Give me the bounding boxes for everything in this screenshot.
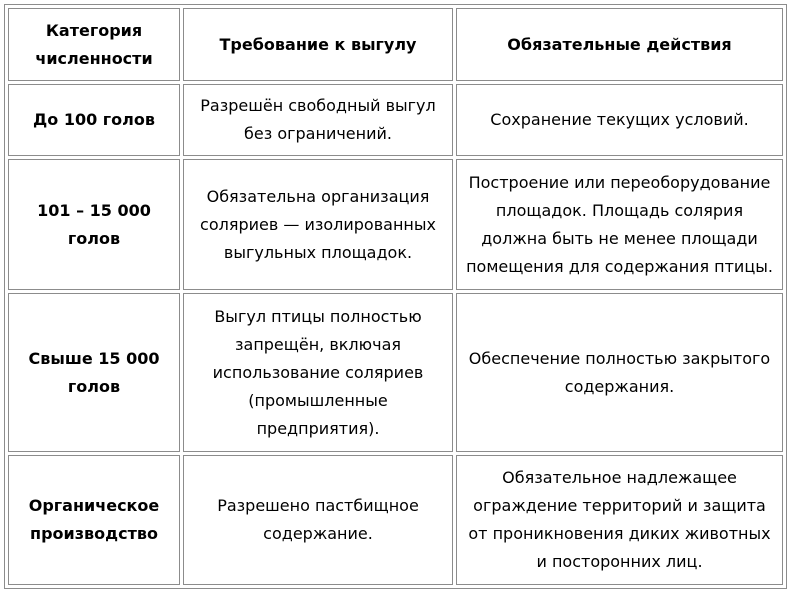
cell-actions: Сохранение текущих условий. [456,84,783,156]
cell-actions: Построение или переоборудование площадок. Площадь солярия должна быть не менее площади помещения для содержания птицы. [456,159,783,290]
header-requirement: Требование к выгулу [183,8,453,81]
cell-requirement: Обязательна организация соляриев — изолированных выгульных площадок. [183,159,453,290]
cell-category: Свыше 15 000 голов [8,293,180,452]
cell-category: До 100 голов [8,84,180,156]
table-row [8,84,783,156]
cell-requirement: Выгул птицы полностью запрещён, включая использование соляриев (промышленные предприятия). [183,293,453,452]
header-category: Категория численности [8,8,180,81]
cell-actions: Обязательное надлежащее ограждение территорий и защита от проникновения диких животных и посторонних лиц. [456,455,783,585]
header-row [8,8,783,81]
poultry-walking-requirements-table [4,4,787,589]
cell-category: Органическое производство [8,455,180,585]
cell-actions: Обеспечение полностью закрытого содержания. [456,293,783,452]
header-actions: Обязательные действия [456,8,783,81]
table-row [8,455,783,585]
cell-requirement: Разрешён свободный выгул без ограничений. [183,84,453,156]
table-row [8,159,783,290]
cell-requirement: Разрешено пастбищное содержание. [183,455,453,585]
cell-category: 101 – 15 000 голов [8,159,180,290]
table-row [8,293,783,452]
